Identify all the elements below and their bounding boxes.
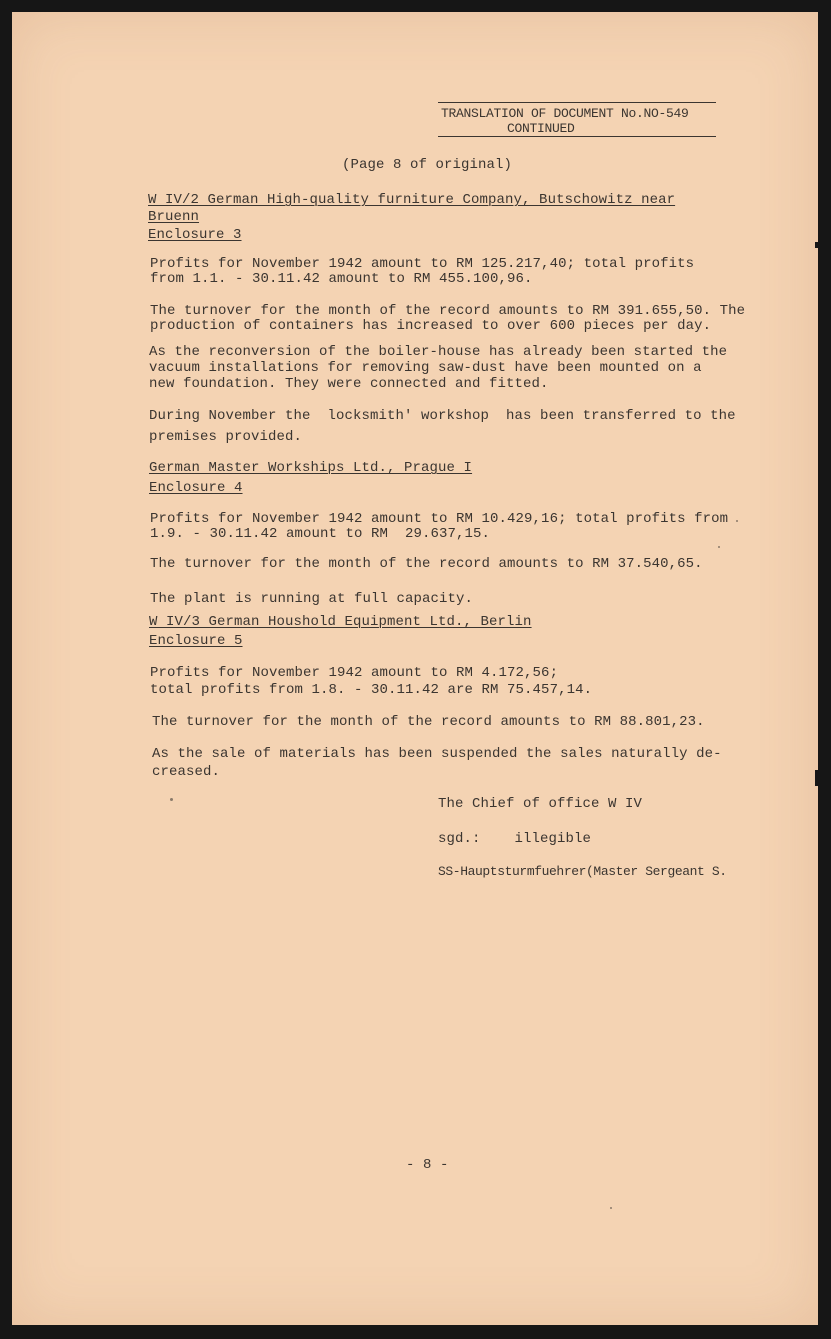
paragraph-line: As the reconversion of the boiler-house has already been started the [149,344,728,360]
edge-tear [815,242,823,248]
paragraph-line: creased. [152,764,221,780]
paragraph-line: 1.9. - 30.11.42 amount to RM 29.637,15. [150,526,491,542]
paragraph-line: Profits for November 1942 amount to RM 10.429,16; total profits from [150,511,729,527]
paragraph-line: As the sale of materials has been suspended the sales naturally de- [152,746,722,762]
section-title: W IV/3 German Houshold Equipment Ltd., Berlin [149,614,532,630]
header-rule-bottom [438,136,716,137]
paragraph-line: production of containers has increased to over 600 pieces per day. [150,318,712,334]
document-continued: CONTINUED [507,121,575,136]
paragraph-line: During November the locksmith' workshop has been transferred to the [149,408,736,424]
paper-speck [718,546,720,548]
paper-speck [170,798,173,801]
enclosure-label: Enclosure 4 [149,480,243,496]
paragraph-line: The turnover for the month of the record amounts to RM 391.655,50. The [150,303,746,319]
paragraph-line: vacuum installations for removing saw-dust have been mounted on a [149,360,702,376]
enclosure-label: Enclosure 5 [149,633,243,649]
edge-tear [815,770,823,786]
paper-speck [736,520,738,522]
header-rule-top [438,102,716,103]
enclosure-label: Enclosure 3 [148,227,242,243]
document-title: TRANSLATION OF DOCUMENT No.NO-549 [441,106,689,121]
paragraph-line: The plant is running at full capacity. [150,591,474,607]
paragraph-line: Profits for November 1942 amount to RM 4.172,56; [150,665,559,681]
paragraph-line: The turnover for the month of the record amounts to RM 88.801,23. [152,714,705,730]
paper-speck [610,1207,612,1209]
paragraph-line: total profits from 1.8. - 30.11.42 are RM 75.457,14. [150,682,593,698]
signature-signed: sgd.: illegible [438,831,592,847]
section-title: German Master Workships Ltd., Prague I [149,460,473,476]
page-number: - 8 - [406,1157,449,1173]
paragraph-line: Profits for November 1942 amount to RM 125.217,40; total profits [150,256,695,272]
paragraph-line: The turnover for the month of the record amounts to RM 37.540,65. [150,556,703,572]
section-title-cont: Bruenn [148,209,200,225]
signature-rank: SS-Hauptsturmfuehrer(Master Sergeant S. [438,864,727,879]
paragraph-line: from 1.1. - 30.11.42 amount to RM 455.100,96. [150,271,533,287]
paragraph-line: premises provided. [149,429,303,445]
page-note: (Page 8 of original) [342,157,513,173]
paragraph-line: new foundation. They were connected and fitted. [149,376,549,392]
section-title: W IV/2 German High-quality furniture Company, Butschowitz near [148,192,676,208]
signature-office: The Chief of office W IV [438,796,643,812]
